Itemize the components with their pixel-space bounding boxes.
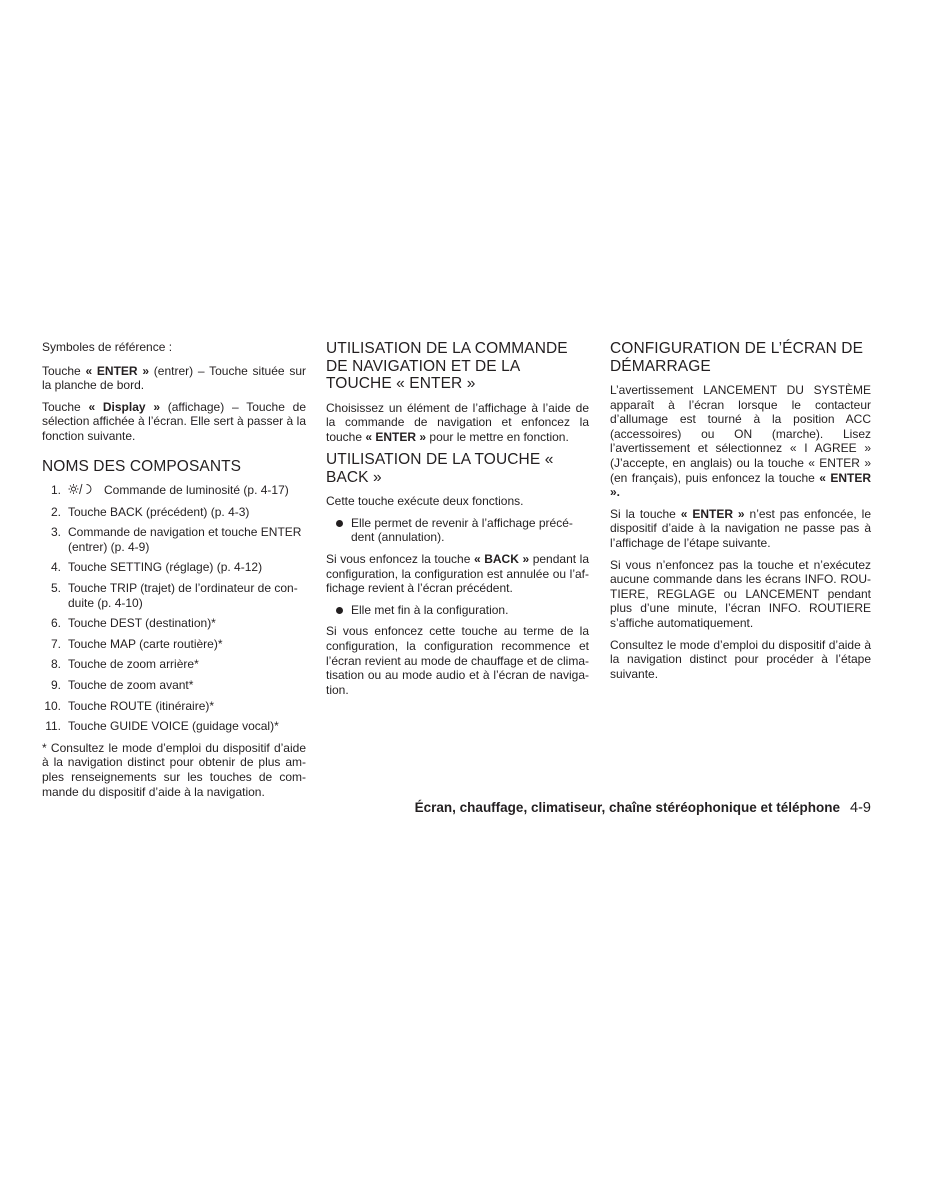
item-number: 7. [50,636,61,651]
chapter-title: Écran, chauffage, climatiseur, chaîne stéréophonique et téléphone [414,800,841,815]
list-item [42,657,306,672]
startup-paragraph-3: Si vous n’enfoncez pas la touche et n’exécutez aucune commande dans les écrans INFO. ROUTIERE, REGLAGE ou LANCEMENT pendant plus d’une minute, l’écran INFO. ROUTIERE s’affiche automatiquement. [610,557,871,630]
back-key-label: « BACK » [473,552,530,567]
bullet-list [326,603,589,618]
text: Choisissez un élément de l’affichage à l’aide de la commande de navigation et enfoncez la touche [326,400,589,444]
text: pendant la configuration, la configuration est annulée ou l’affichage revient à l’écran précédent. [326,552,590,596]
list-item [42,525,306,554]
item-number: 10. [44,698,61,713]
item-number: 9. [50,678,61,693]
list-item [42,560,306,575]
enter-key-label: « ENTER » [85,363,150,378]
item-number: 4. [50,560,61,575]
text: n’est pas enfoncée, le dispositif d’aide à la navigation ne passe pas à l’affichage de l’étape suivante. [610,506,871,550]
item-text: Commande de navigation et touche ENTER (entrer) (p. 4-9) [68,525,302,554]
item-text: Touche ROUTE (itinéraire)* [68,698,215,713]
item-number: 2. [50,504,61,519]
list-item [42,616,306,631]
startup-paragraph-2 [610,507,871,551]
navigation-enter-heading: UTILISATION DE LA COMMANDE DE NAVIGATION ET DE LA TOUCHE « ENTER » [326,340,568,392]
list-item [326,603,589,618]
item-text: Elle met fin à la configuration. [351,602,509,617]
enter-key-label: « ENTER » [680,506,745,521]
list-item [42,483,306,499]
item-text: Touche GUIDE VOICE (guidage vocal)* [68,719,279,734]
column-right [610,340,871,688]
item-text: Touche de zoom avant* [68,678,194,693]
item-number: 1. [50,483,61,498]
back-key-end-paragraph: Si vous enfoncez cette touche au terme de la configuration, la configuration recommence et l’écran revient au mode de chauffage et de climatisation ou au mode audio et à l’écran de navigation. [326,624,589,697]
list-item [42,581,306,610]
brightness-icon [68,483,92,499]
symbols-title: Symboles de référence : [42,340,173,354]
text: L’avertissement LANCEMENT DU SYSTÈME apparaît à l’écran lorsque le contacteur d’allumage est tourné à la position ACC (accessoires) ou ON (marche). Lisez l’avertissement et sélectionnez « I AGREE » (J’accepte, en anglais) ou la touche « ENTER » (en français), puis enfoncez la touche [610,383,871,485]
text: Touche [42,399,89,414]
enter-key-description [42,364,306,393]
bullet-icon [336,520,343,527]
list-item [42,719,306,734]
startup-paragraph-4: Consultez le mode d’emploi du dispositif d’aide à la navigation distinct pour procéder à l’étape suivante. [610,637,871,681]
text: Touche [42,363,86,378]
column-middle [326,340,589,704]
bullet-icon [336,607,343,614]
text: (affichage) – Touche de sélection affichée à l’écran. Elle sert à passer à la fonction suivante. [42,399,306,443]
list-item [326,516,589,545]
display-key-description [42,400,306,444]
item-text: Commande de luminosité (p. 4-17) [104,483,289,498]
list-item [42,678,306,693]
components-list [42,483,306,734]
item-number: 8. [50,657,61,672]
back-key-heading: UTILISATION DE LA TOUCHE « BACK » [326,451,554,486]
item-text: Touche DEST (destination)* [68,616,216,631]
bullet-list [326,516,589,545]
text: pour le mettre en fonction. [426,429,569,444]
item-number: 3. [50,525,61,540]
list-item [42,699,306,714]
footnote: * Consultez le mode d’emploi du dispositif d’aide à la navigation distinct pour obtenir de plus amples renseignements sur les touches de commande du dispositif d’aide à la navigation. [42,740,306,799]
text: Si vous enfoncez la touche [326,552,474,567]
components-heading: NOMS DES COMPOSANTS [42,457,242,475]
back-key-paragraph [326,552,589,596]
item-text: Touche SETTING (réglage) (p. 4-12) [68,560,263,575]
item-text: Touche de zoom arrière* [68,657,199,672]
navigation-enter-paragraph [326,401,589,445]
item-number: 11. [45,719,61,734]
back-key-intro: Cette touche exécute deux fonctions. [326,494,524,509]
item-number: 5. [50,581,61,596]
item-text: Touche MAP (carte routière)* [68,636,223,651]
enter-key-label: « ENTER ». [610,470,872,500]
item-text: Touche TRIP (trajet) de l’ordinateur de conduite (p. 4-10) [68,581,298,610]
page-number: 4-9 [850,800,871,816]
item-text: Touche BACK (précédent) (p. 4-3) [68,504,250,519]
page-footer [300,800,871,816]
text: Si la touche [610,506,681,521]
item-number: 6. [50,616,61,631]
list-item [42,637,306,652]
list-item [42,505,306,520]
display-key-label: « Display » [88,399,160,414]
startup-paragraph-1 [610,383,871,500]
text: (entrer) – Touche située sur la planche de bord. [42,363,307,393]
item-text: Elle permet de revenir à l’affichage précédent (annulation). [351,515,573,545]
enter-key-label: « ENTER » [365,429,427,444]
startup-screen-heading: CONFIGURATION DE L’ÉCRAN DE DÉMARRAGE [610,340,864,375]
column-left [42,340,306,806]
